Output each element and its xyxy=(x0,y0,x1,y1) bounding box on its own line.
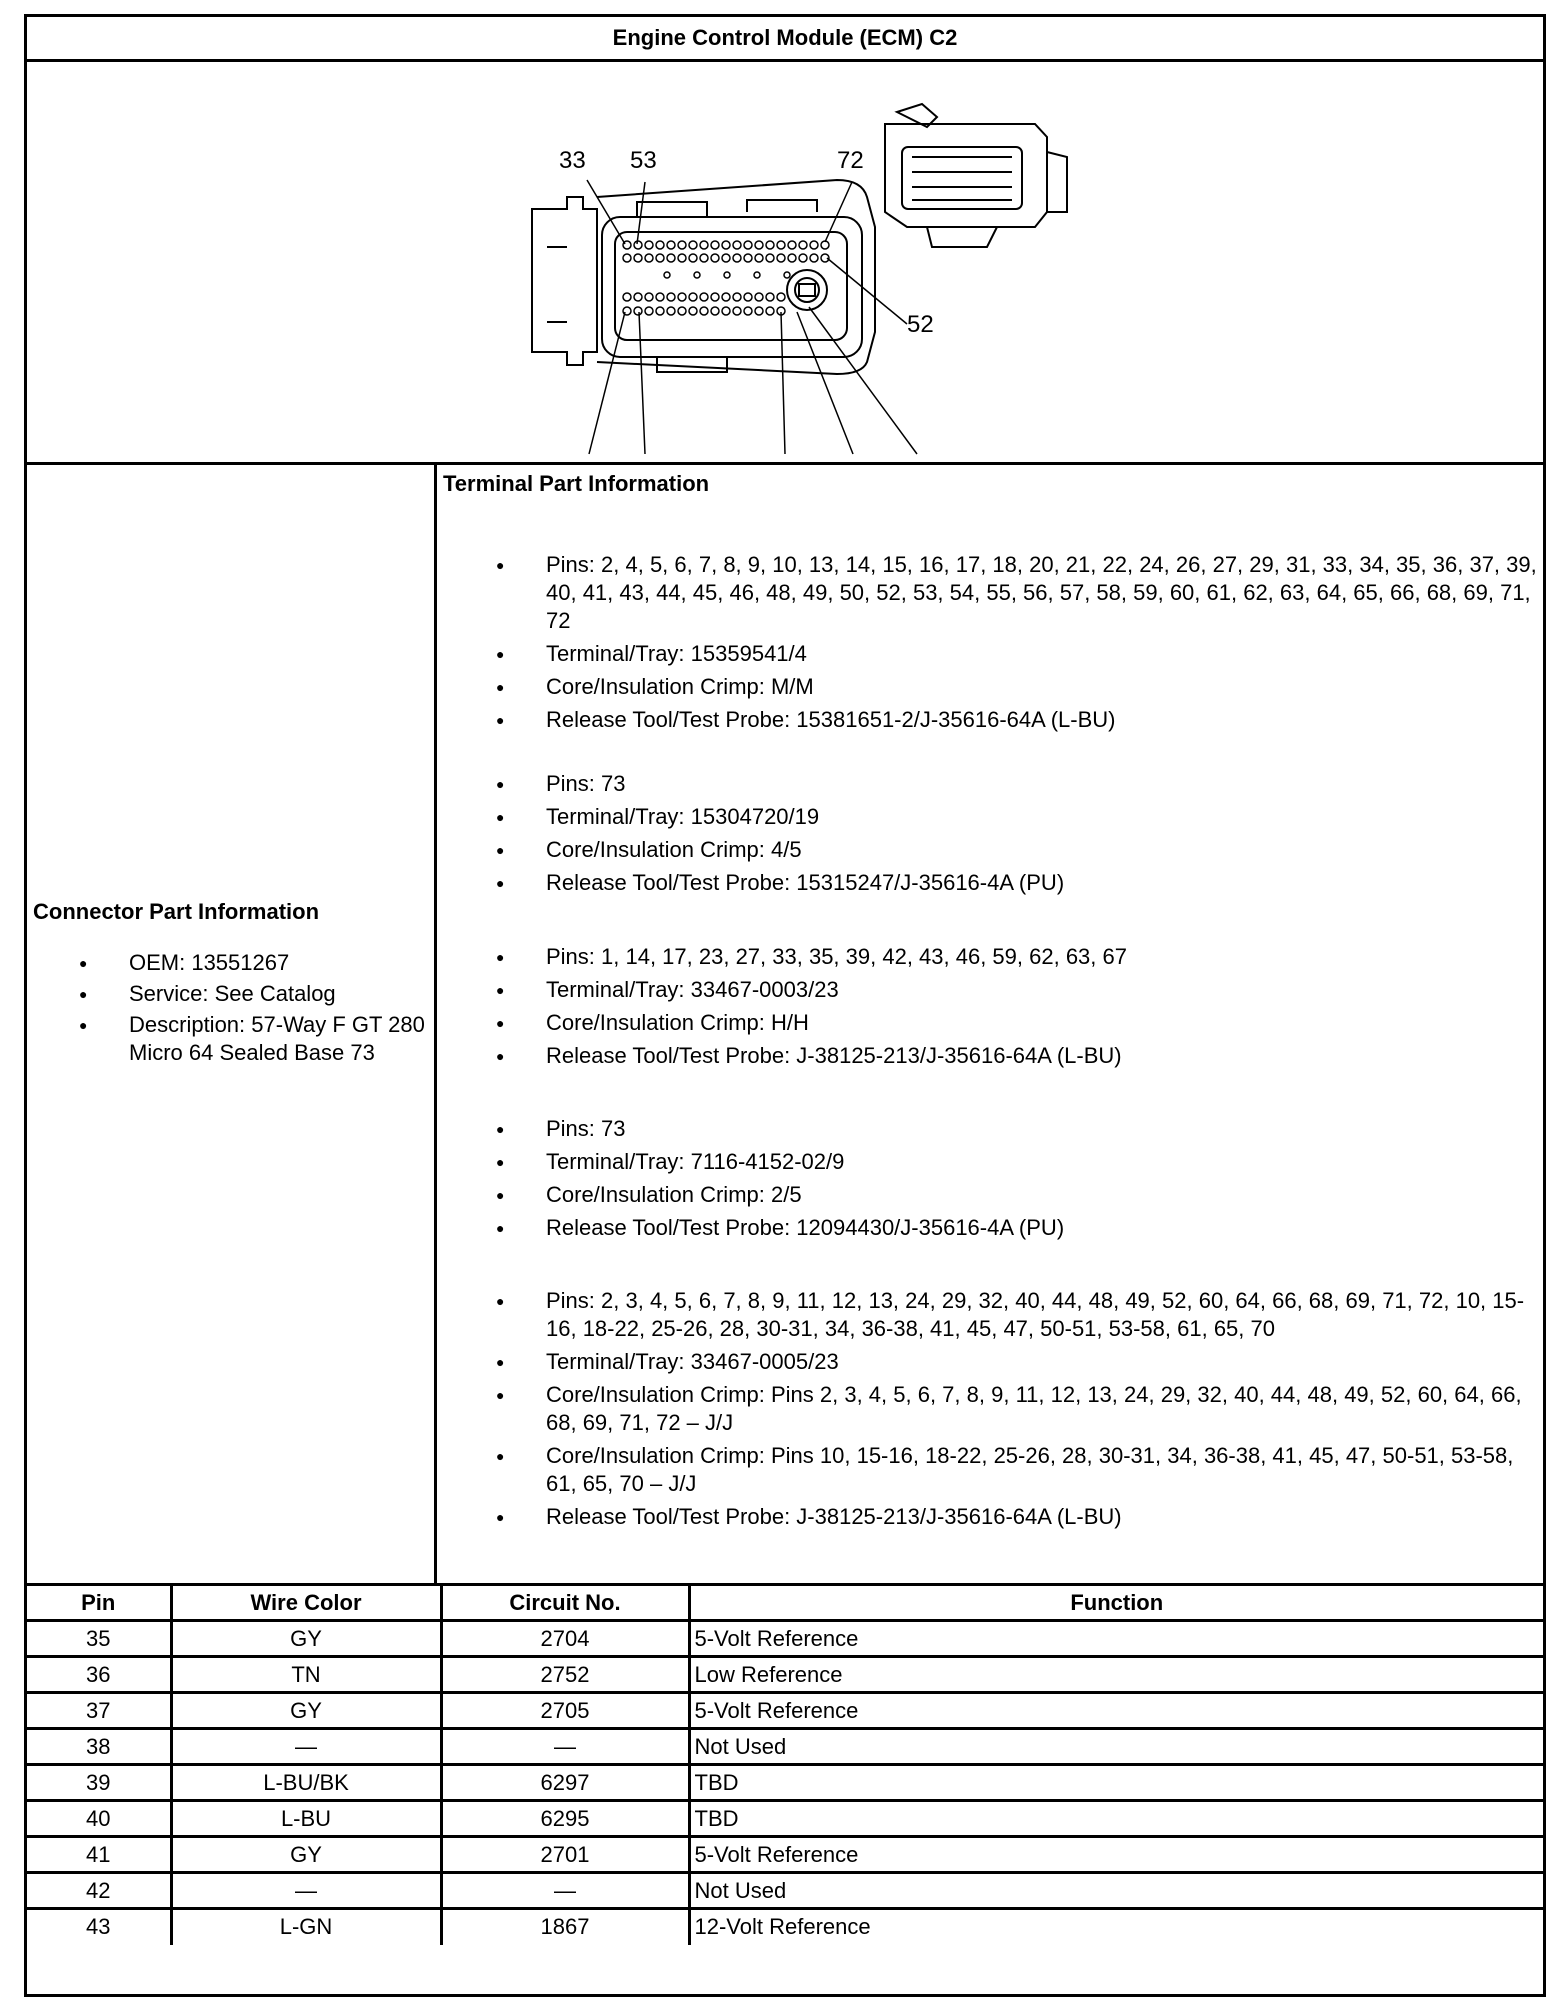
connector-part-info xyxy=(27,465,437,1583)
table-row xyxy=(27,1873,1543,1909)
list-item: ● Pins: 73 xyxy=(488,770,1538,798)
table-header-row xyxy=(27,1585,1543,1621)
header-circuit: Circuit No. xyxy=(441,1585,689,1621)
terminal-group-4 xyxy=(488,1115,1538,1247)
cell-wire: GY xyxy=(171,1621,441,1657)
list-item: ● Terminal/Tray: 7116-4152-02/9 xyxy=(488,1148,1538,1176)
cell-circuit: 6295 xyxy=(441,1801,689,1837)
cell-pin: 36 xyxy=(27,1657,171,1693)
list-item: ● Terminal/Tray: 33467-0003/23 xyxy=(488,976,1538,1004)
list-item: ● Core/Insulation Crimp: H/H xyxy=(488,1009,1538,1037)
cell-circuit: — xyxy=(441,1729,689,1765)
connector-heading: Connector Part Information xyxy=(33,899,320,924)
pin-row-middle xyxy=(664,272,790,278)
cell-circuit: 2705 xyxy=(441,1693,689,1729)
cell-circuit: 2752 xyxy=(441,1657,689,1693)
cell-function: 12-Volt Reference xyxy=(689,1909,1543,1945)
cell-wire: L-BU xyxy=(171,1801,441,1837)
pin-row-bottom xyxy=(623,293,785,315)
table-row xyxy=(27,1621,1543,1657)
list-item: ● Core/Insulation Crimp: 2/5 xyxy=(488,1181,1538,1209)
cell-wire: TN xyxy=(171,1657,441,1693)
list-item: ● Terminal/Tray: 33467-0005/23 xyxy=(488,1348,1538,1376)
table-row xyxy=(27,1801,1543,1837)
pin-row-top xyxy=(623,241,829,262)
table-row xyxy=(27,1657,1543,1693)
header-function: Function xyxy=(689,1585,1543,1621)
cell-pin: 43 xyxy=(27,1909,171,1945)
pin-cavity-grid xyxy=(623,241,829,315)
cell-wire: L-GN xyxy=(171,1909,441,1945)
cell-pin: 37 xyxy=(27,1693,171,1729)
list-item: ● Core/Insulation Crimp: Pins 2, 3, 4, 5, 6, 7, 8, 9, 11, 12, 13, 24, 29, 32, 40, 44, 48, 49, 52, 60, 64, 66, 68, 69, 71, 72 – J/J xyxy=(488,1381,1538,1437)
connector-sheet xyxy=(24,14,1546,1997)
pin-label-72: 72 xyxy=(837,147,864,174)
cell-wire: — xyxy=(171,1873,441,1909)
list-item: ● Service: See Catalog xyxy=(71,980,431,1008)
terminal-group-2 xyxy=(488,770,1538,902)
cell-function: 5-Volt Reference xyxy=(689,1621,1543,1657)
list-item: ● OEM: 13551267 xyxy=(71,949,431,977)
connector-list xyxy=(71,949,431,1070)
page-title: Engine Control Module (ECM) C2 xyxy=(27,17,1543,62)
header-wire-color: Wire Color xyxy=(171,1585,441,1621)
list-item: ● Release Tool/Test Probe: 15315247/J-35616-4A (PU) xyxy=(488,869,1538,897)
cell-pin: 38 xyxy=(27,1729,171,1765)
cell-function: Low Reference xyxy=(689,1657,1543,1693)
cell-wire: — xyxy=(171,1729,441,1765)
cell-pin: 39 xyxy=(27,1765,171,1801)
list-item: ● Description: 57-Way F GT 280 Micro 64 Sealed Base 73 xyxy=(71,1011,431,1067)
cell-function: Not Used xyxy=(689,1729,1543,1765)
connector-illustration xyxy=(27,62,1543,462)
table-row xyxy=(27,1729,1543,1765)
list-item: ● Core/Insulation Crimp: Pins 10, 15-16, 18-22, 25-26, 28, 30-31, 34, 36-38, 41, 45, 47, 50-51, 53-58, 61, 65, 70 – J/J xyxy=(488,1442,1538,1498)
cell-wire: GY xyxy=(171,1837,441,1873)
list-item: ● Release Tool/Test Probe: 12094430/J-35616-4A (PU) xyxy=(488,1214,1538,1242)
cell-pin: 41 xyxy=(27,1837,171,1873)
pin-label-52: 52 xyxy=(907,311,934,338)
pin-label-33: 33 xyxy=(559,147,586,174)
cell-circuit: 6297 xyxy=(441,1765,689,1801)
cell-pin: 42 xyxy=(27,1873,171,1909)
cell-wire: GY xyxy=(171,1693,441,1729)
pin-table xyxy=(27,1583,1543,1945)
list-item: ● Pins: 2, 3, 4, 5, 6, 7, 8, 9, 11, 12, 13, 24, 29, 32, 40, 44, 48, 49, 52, 60, 64, 66, 68, 69, 71, 72, 10, 15-16, 18-22, 25-26, 28, 30-31, 34, 36-38, 41, 45, 47, 50-51, 53-58, 61, 65, 70 xyxy=(488,1287,1538,1343)
header-pin: Pin xyxy=(27,1585,171,1621)
part-information xyxy=(27,465,1543,1586)
cell-wire: L-BU/BK xyxy=(171,1765,441,1801)
cell-circuit: — xyxy=(441,1873,689,1909)
table-row xyxy=(27,1693,1543,1729)
pin-label-53: 53 xyxy=(630,147,657,174)
cell-function: 5-Volt Reference xyxy=(689,1693,1543,1729)
list-item: ● Terminal/Tray: 15304720/19 xyxy=(488,803,1538,831)
terminal-group-1 xyxy=(488,551,1538,739)
cell-pin: 35 xyxy=(27,1621,171,1657)
terminal-group-5 xyxy=(488,1287,1538,1536)
list-item: ● Core/Insulation Crimp: 4/5 xyxy=(488,836,1538,864)
cell-function: Not Used xyxy=(689,1873,1543,1909)
list-item: ● Release Tool/Test Probe: 15381651-2/J-35616-64A (L-BU) xyxy=(488,706,1538,734)
table-row xyxy=(27,1837,1543,1873)
cell-pin: 40 xyxy=(27,1801,171,1837)
connector-diagram xyxy=(27,62,1543,465)
terminal-group-3 xyxy=(488,943,1538,1075)
table-row xyxy=(27,1909,1543,1945)
terminal-part-info xyxy=(440,465,1540,1583)
list-item: ● Pins: 1, 14, 17, 23, 27, 33, 35, 39, 42, 43, 46, 59, 62, 63, 67 xyxy=(488,943,1538,971)
cell-function: TBD xyxy=(689,1765,1543,1801)
list-item: ● Core/Insulation Crimp: M/M xyxy=(488,673,1538,701)
cell-function: 5-Volt Reference xyxy=(689,1837,1543,1873)
list-item: ● Pins: 73 xyxy=(488,1115,1538,1143)
cell-circuit: 2701 xyxy=(441,1837,689,1873)
cell-function: TBD xyxy=(689,1801,1543,1837)
list-item: ● Pins: 2, 4, 5, 6, 7, 8, 9, 10, 13, 14, 15, 16, 17, 18, 20, 21, 22, 24, 26, 27, 29, 31, 33, 34, 35, 36, 37, 39, 40, 41, 43, 44, 45, 46, 48, 49, 50, 52, 53, 54, 55, 56, 57, 58, 59, 60, 61, 62, 63, 64, 65, 66, 68, 69, 71, 72 xyxy=(488,551,1538,635)
terminal-heading: Terminal Part Information xyxy=(443,471,710,496)
table-row xyxy=(27,1765,1543,1801)
cell-circuit: 1867 xyxy=(441,1909,689,1945)
cell-circuit: 2704 xyxy=(441,1621,689,1657)
connector-3d-view xyxy=(885,104,1067,247)
list-item: ● Terminal/Tray: 15359541/4 xyxy=(488,640,1538,668)
list-item: ● Release Tool/Test Probe: J-38125-213/J-35616-64A (L-BU) xyxy=(488,1042,1538,1070)
list-item: ● Release Tool/Test Probe: J-38125-213/J-35616-64A (L-BU) xyxy=(488,1503,1538,1531)
